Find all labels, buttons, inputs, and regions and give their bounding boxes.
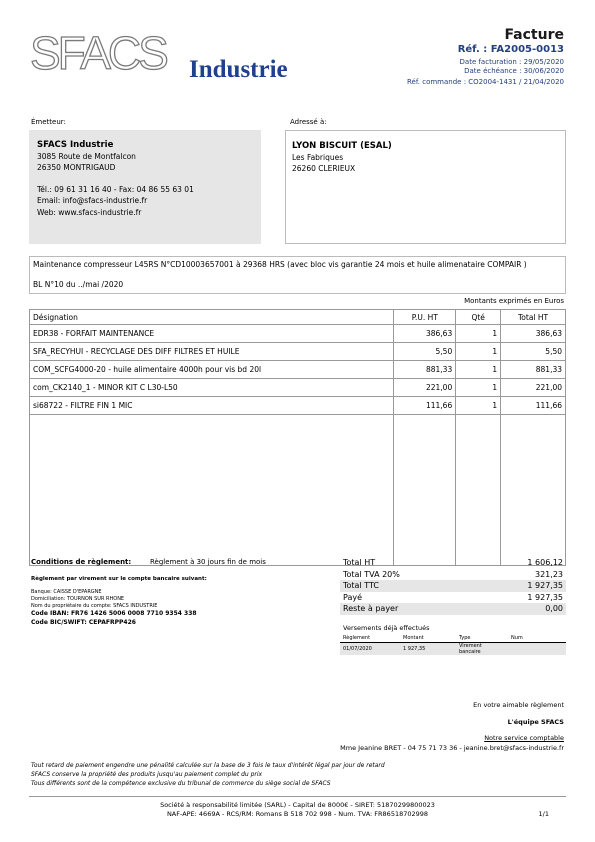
item-designation: COM_SCFG4000-20 - huile alimentaire 4000h pour vis bd 20l: [30, 361, 394, 379]
payments-made-table: [340, 634, 566, 655]
recipient-label: Adressé à:: [290, 118, 327, 126]
total-value: 1 927,35: [476, 580, 566, 592]
recipient-name: LYON BISCUIT (ESAL): [292, 141, 392, 151]
item-unit-price: 111,66: [394, 397, 456, 415]
bank-transfer-label: Règlement par virement sur le compte bancaire suivant:: [31, 576, 207, 582]
table-row: [340, 643, 566, 656]
order-reference: Réf. commande : CO2004-1431 / 21/04/2020: [406, 78, 564, 86]
item-quantity: 1: [456, 343, 501, 361]
account-owner: Nom du propriétaire du compte: SFACS INDUSTRIE: [31, 603, 158, 609]
payment-type: Virement bancaire: [459, 643, 482, 655]
recipient-address-2: 26260 CLERIEUX: [292, 164, 356, 173]
sender-label: Émetteur:: [31, 118, 66, 126]
total-label: Total TVA 20%: [343, 569, 400, 579]
sender-name: SFACS Industrie: [37, 140, 114, 150]
item-quantity: 1: [456, 379, 501, 397]
header-reglement: Règlement: [340, 634, 400, 643]
bank-name: Banque: CAISSE D'EPARGNE: [31, 589, 102, 595]
total-row: [340, 569, 566, 581]
item-quantity: 1: [456, 325, 501, 343]
total-label: Payé: [343, 592, 363, 602]
header-unit-price: P.U. HT: [394, 310, 456, 325]
sender-address-1: 3085 Route de Montfalcon: [37, 152, 136, 161]
total-row: [340, 592, 566, 604]
items-header-row: [30, 310, 566, 325]
company-legal-info-1: Société à responsabilité limitée (SARL) - Capital de 8000€ - SIRET: 51870299800023: [160, 801, 435, 809]
payment-number: [508, 643, 566, 656]
iban-code: Code IBAN: FR76 1426 5006 0008 7710 9354 338: [31, 610, 197, 617]
item-unit-price: 386,63: [394, 325, 456, 343]
item-total: 111,66: [501, 397, 566, 415]
total-value: 0,00: [476, 603, 566, 615]
payment-conditions-label: Conditions de règlement:: [31, 558, 132, 566]
payment-amount: 1 927,35: [403, 646, 426, 652]
header-total: Total HT: [501, 310, 566, 325]
item-quantity: 1: [456, 361, 501, 379]
document-title: Facture: [504, 27, 564, 43]
table-row: [30, 343, 566, 361]
total-value: 321,23: [535, 569, 563, 579]
company-logo: SFACS: [30, 27, 166, 79]
table-row: [30, 361, 566, 379]
payments-made-title: Versements déjà effectués: [343, 624, 430, 632]
total-row: [340, 580, 566, 592]
company-legal-info-2: NAF-APE: 4669A - RCS/RM: Romans B 518 702 998 - Num. TVA: FR86518702998: [166, 810, 429, 818]
table-row: [30, 325, 566, 343]
table-empty-space: [30, 415, 566, 566]
due-date: Date échéance : 30/06/2020: [464, 67, 564, 75]
footer-divider: [29, 796, 566, 797]
invoice-description-box: [29, 256, 566, 294]
payment-date: 01/07/2020: [343, 646, 372, 652]
items-table: [29, 309, 566, 566]
team-signature: L'équipe SFACS: [507, 718, 564, 726]
bic-code: Code BIC/SWIFT: CEPAFRPP426: [31, 619, 136, 626]
item-designation: SFA_RECYHUI - RECYCLAGE DES DIFF FILTRES ET HUILE: [30, 343, 394, 361]
table-row: [30, 397, 566, 415]
legal-line-2: SFACS conserve la propriété des produits jusqu'au paiement complet du prix: [31, 771, 263, 778]
item-unit-price: 221,00: [394, 379, 456, 397]
item-unit-price: 5,50: [394, 343, 456, 361]
header-montant: Montant: [400, 634, 456, 643]
item-designation: EDR38 - FORFAIT MAINTENANCE: [30, 325, 394, 343]
payment-conditions-value: Règlement à 30 jours fin de mois: [150, 558, 266, 566]
currency-note: Montants exprimés en Euros: [464, 297, 564, 305]
total-value: 1 606,12: [527, 558, 563, 568]
recipient-box: [285, 130, 566, 244]
total-row: [340, 557, 566, 569]
item-designation: com_CK2140_1 - MINOR KIT C L30-L50: [30, 379, 394, 397]
item-total: 5,50: [501, 343, 566, 361]
greeting: En votre aimable règlement: [473, 701, 564, 709]
sender-address-2: 26350 MONTRIGAUD: [37, 163, 116, 172]
header-designation: Désignation: [30, 310, 394, 325]
legal-line-3: Tous différents sont de la compétence exclusive du tribunal de commerce du siège social de SFACS: [31, 780, 331, 787]
item-total: 386,63: [501, 325, 566, 343]
total-label: Reste à payer: [340, 603, 476, 615]
accounting-contact: Mme Jeanine BRET - 04 75 71 73 36 - jeanine.bret@sfacs-industrie.fr: [340, 744, 564, 752]
total-row: [340, 603, 566, 615]
legal-line-1: Tout retard de paiement engendre une pénalité calculée sur la base de 3 fois le taux d'intérêt légal par jour de retard: [31, 762, 385, 769]
total-value: 1 927,35: [527, 592, 563, 602]
recipient-address-1: Les Fabriques: [292, 153, 344, 162]
payments-header-row: [340, 634, 566, 643]
item-designation: si68722 - FILTRE FIN 1 MIC: [30, 397, 394, 415]
sender-phone: Tél.: 09 61 31 16 40 - Fax: 04 86 55 63 01: [37, 185, 194, 194]
header-quantity: Qté: [456, 310, 501, 325]
table-row: [30, 379, 566, 397]
accounting-service: Notre service comptable: [484, 734, 564, 742]
item-unit-price: 881,33: [394, 361, 456, 379]
page-number: 1/1: [538, 810, 549, 818]
item-total: 221,00: [501, 379, 566, 397]
sender-website: Web: www.sfacs-industrie.fr: [37, 208, 142, 217]
invoice-date: Date facturation : 29/05/2020: [459, 58, 564, 66]
item-total: 881,33: [501, 361, 566, 379]
header-num: Num: [508, 634, 566, 643]
company-logo-suffix: Industrie: [189, 56, 288, 83]
total-label: Total TTC: [340, 580, 476, 592]
total-label: Total HT: [343, 558, 376, 568]
sender-box: [29, 130, 261, 244]
invoice-reference: Réf. : FA2005-0013: [457, 44, 564, 55]
header-type: Type: [456, 634, 508, 643]
item-quantity: 1: [456, 397, 501, 415]
bank-domiciliation: Domiciliation: TOURNON SUR RHONE: [31, 596, 125, 602]
sender-email: Email: info@sfacs-industrie.fr: [37, 196, 148, 205]
totals-table: [340, 557, 566, 615]
description-line-2: BL N°10 du ../mai /2020: [33, 280, 124, 289]
description-line-1: Maintenance compresseur L45RS N°CD10003657001 à 29368 HRS (avec bloc vis garantie 24 mois et huile alimenataire COMPAIR ): [33, 260, 527, 269]
